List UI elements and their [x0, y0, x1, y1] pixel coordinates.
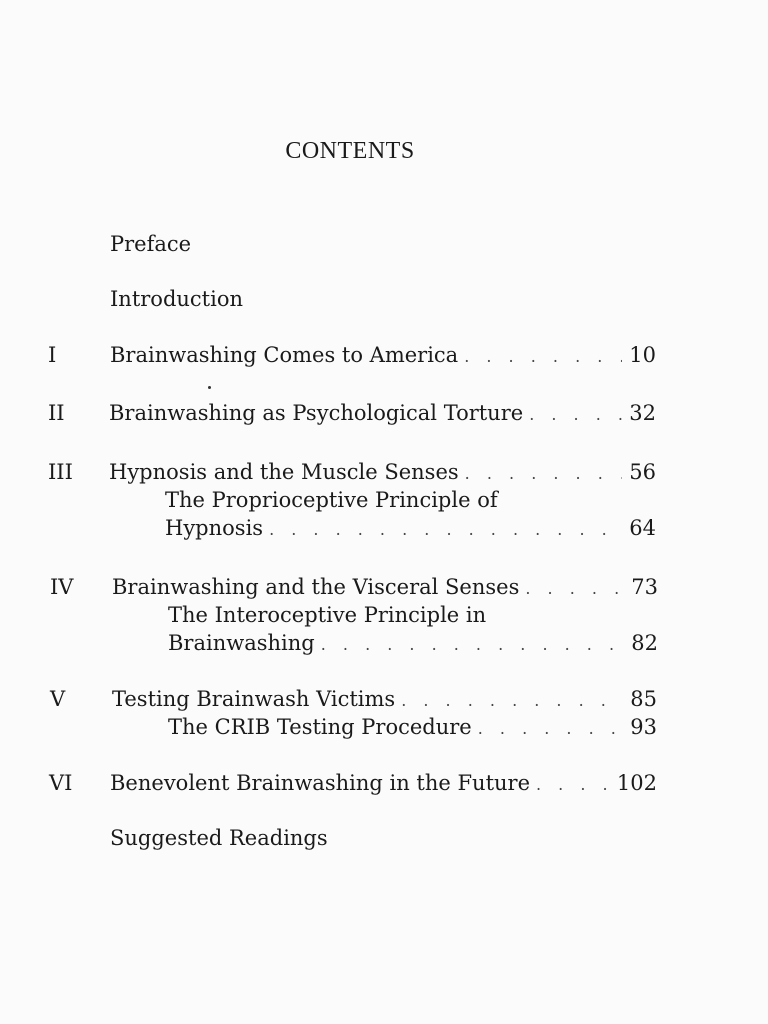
- toc-introduction: Introduction: [110, 287, 243, 311]
- toc-subentry: [168, 628, 658, 658]
- toc-subentry: [168, 712, 657, 742]
- chapter-title: Brainwashing as Psychological Torture: [109, 401, 524, 425]
- chapter-title: Testing Brainwash Victims: [112, 687, 396, 711]
- dot-leader: [321, 630, 624, 660]
- subsection-title-cont: Hypnosis: [165, 516, 264, 540]
- page-number: 102: [616, 771, 657, 795]
- toc-preface: Preface: [110, 232, 192, 256]
- chapter-number: V: [50, 687, 66, 711]
- page-number: 82: [631, 631, 658, 655]
- subsection-title: The Interoceptive Principle in: [168, 603, 487, 627]
- toc-entry: [110, 768, 657, 798]
- chapter-title: Hypnosis and the Muscle Senses: [109, 460, 459, 484]
- page-title: CONTENTS: [285, 138, 415, 164]
- page-number: 56: [629, 460, 656, 484]
- chapter-title: Brainwashing and the Visceral Senses: [112, 575, 520, 599]
- dot-leader: [529, 400, 622, 430]
- chapter-number: III: [48, 460, 73, 484]
- dot-leader: [536, 770, 611, 800]
- toc-entry: [112, 572, 658, 602]
- subsection-title-cont: Brainwashing: [168, 631, 315, 655]
- dot-leader: [478, 714, 623, 744]
- page-number: 85: [630, 687, 657, 711]
- subsection-title: The Proprioceptive Principle of: [165, 488, 498, 512]
- ink-speck: [208, 386, 211, 389]
- toc-entry: [112, 684, 657, 714]
- chapter-number: I: [48, 343, 57, 367]
- chapter-number: IV: [50, 575, 74, 599]
- dot-leader: [525, 574, 624, 604]
- chapter-title: Brainwashing Comes to America: [110, 343, 459, 367]
- page-number: 73: [631, 575, 658, 599]
- toc-subentry: [165, 513, 656, 543]
- page-number: 64: [629, 516, 656, 540]
- toc-entry: [109, 457, 656, 487]
- chapter-number: II: [48, 401, 65, 425]
- chapter-title: Benevolent Brainwashing in the Future: [110, 771, 530, 795]
- page-number: 93: [630, 715, 657, 739]
- chapter-number: VI: [49, 771, 73, 795]
- toc-entry: [109, 398, 656, 428]
- subsection-title: The CRIB Testing Procedure: [168, 715, 472, 739]
- dot-leader: [464, 342, 622, 372]
- page-number: 10: [629, 343, 656, 367]
- toc-suggested-readings: Suggested Readings: [110, 826, 328, 850]
- page-number: 32: [629, 401, 656, 425]
- toc-entry: [110, 340, 656, 370]
- dot-leader: [269, 515, 622, 545]
